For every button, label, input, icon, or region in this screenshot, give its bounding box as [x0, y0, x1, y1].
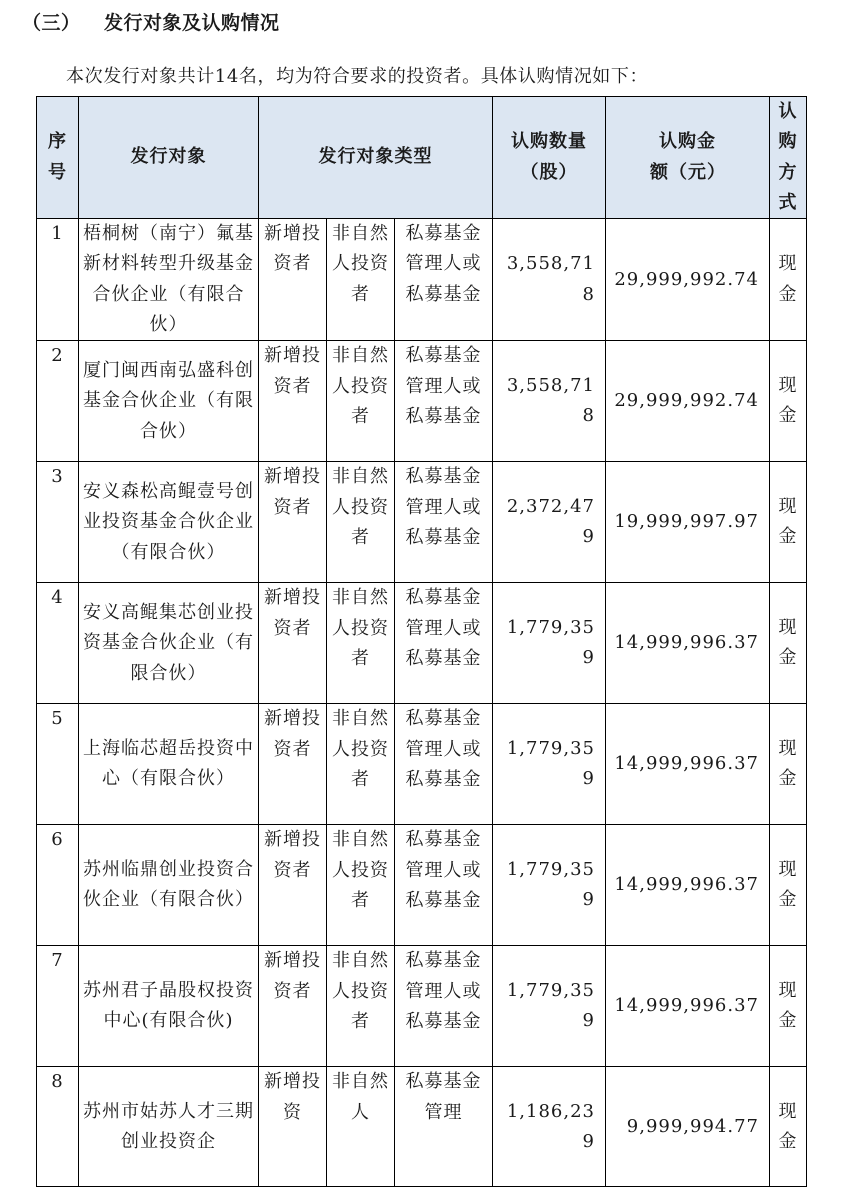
cell-type-fund: 私募基金管理人或私募基金 — [395, 462, 493, 583]
cell-type-nonnatural: 非自然人投资者 — [327, 825, 395, 946]
cell-shares: 1,186,239 — [493, 1067, 606, 1187]
cell-shares: 1,779,359 — [493, 583, 606, 704]
cell-investor: 苏州君子晶股权投资中心(有限合伙) — [79, 946, 259, 1067]
cell-amount: 14,999,996.37 — [606, 825, 770, 946]
table-row — [37, 946, 807, 1067]
cell-seq: 4 — [37, 583, 79, 704]
cell-amount: 14,999,996.37 — [606, 704, 770, 825]
cell-investor: 上海临芯超岳投资中心（有限合伙） — [79, 704, 259, 825]
cell-shares: 2,372,479 — [493, 462, 606, 583]
table-header-row — [37, 97, 807, 219]
cell-amount: 19,999,997.97 — [606, 462, 770, 583]
table-row — [37, 219, 807, 341]
cell-type-nonnatural: 非自然人投资者 — [327, 462, 395, 583]
cell-method: 现金 — [770, 1067, 807, 1187]
cell-seq: 5 — [37, 704, 79, 825]
cell-shares: 3,558,718 — [493, 219, 606, 341]
cell-type-new: 新增投资者 — [259, 825, 327, 946]
cell-investor: 梧桐树（南宁）氟基新材料转型升级基金合伙企业（有限合伙） — [79, 219, 259, 341]
cell-method: 现金 — [770, 583, 807, 704]
cell-type-nonnatural: 非自然人投资者 — [327, 946, 395, 1067]
cell-seq: 6 — [37, 825, 79, 946]
table-row — [37, 825, 807, 946]
cell-amount: 29,999,992.74 — [606, 219, 770, 341]
cell-type-nonnatural: 非自然人 — [327, 1067, 395, 1187]
cell-method: 现金 — [770, 341, 807, 462]
cell-type-new: 新增投资者 — [259, 219, 327, 341]
cell-type-new: 新增投资者 — [259, 462, 327, 583]
header-amount: 认购金额（元） — [606, 97, 770, 219]
cell-seq: 2 — [37, 341, 79, 462]
cell-seq: 1 — [37, 219, 79, 341]
intro-paragraph: 本次发行对象共计14名，均为符合要求的投资者。具体认购情况如下： — [66, 66, 649, 87]
header-seq: 序号 — [37, 97, 79, 219]
header-shares: 认购数量（股） — [493, 97, 606, 219]
cell-shares: 1,779,359 — [493, 704, 606, 825]
cell-type-fund: 私募基金管理人或私募基金 — [395, 583, 493, 704]
cell-method: 现金 — [770, 704, 807, 825]
cell-type-fund: 私募基金管理人或私募基金 — [395, 704, 493, 825]
cell-method: 现金 — [770, 825, 807, 946]
subscription-table — [36, 96, 807, 1187]
cell-amount: 29,999,992.74 — [606, 341, 770, 462]
cell-shares: 3,558,718 — [493, 341, 606, 462]
cell-type-fund: 私募基金管理人或私募基金 — [395, 341, 493, 462]
cell-type-nonnatural: 非自然人投资者 — [327, 219, 395, 341]
cell-amount: 14,999,996.37 — [606, 946, 770, 1067]
cell-seq: 7 — [37, 946, 79, 1067]
cell-type-fund: 私募基金管理人或私募基金 — [395, 825, 493, 946]
cell-method: 现金 — [770, 946, 807, 1067]
header-type: 发行对象类型 — [259, 97, 493, 219]
cell-amount: 9,999,994.77 — [606, 1067, 770, 1187]
header-investor: 发行对象 — [79, 97, 259, 219]
cell-investor: 厦门闽西南弘盛科创基金合伙企业（有限合伙） — [79, 341, 259, 462]
table-row — [37, 583, 807, 704]
table-row — [37, 704, 807, 825]
cell-type-new: 新增投资者 — [259, 341, 327, 462]
cell-method: 现金 — [770, 462, 807, 583]
section-number: （三） — [22, 12, 81, 34]
section-title: 发行对象及认购情况 — [104, 12, 280, 34]
cell-seq: 8 — [37, 1067, 79, 1187]
cell-type-nonnatural: 非自然人投资者 — [327, 341, 395, 462]
cell-type-new: 新增投资者 — [259, 704, 327, 825]
header-method: 认购方式 — [770, 97, 807, 219]
table-row — [37, 462, 807, 583]
cell-type-new: 新增投资者 — [259, 583, 327, 704]
cell-seq: 3 — [37, 462, 79, 583]
cell-investor: 苏州市姑苏人才三期创业投资企 — [79, 1067, 259, 1187]
cell-type-fund: 私募基金管理 — [395, 1067, 493, 1187]
cell-type-nonnatural: 非自然人投资者 — [327, 583, 395, 704]
cell-investor: 安义森松高鲲壹号创业投资基金合伙企业（有限合伙） — [79, 462, 259, 583]
cell-method: 现金 — [770, 219, 807, 341]
cell-shares: 1,779,359 — [493, 946, 606, 1067]
cell-type-fund: 私募基金管理人或私募基金 — [395, 219, 493, 341]
section-heading — [22, 8, 280, 35]
cell-amount: 14,999,996.37 — [606, 583, 770, 704]
cell-shares: 1,779,359 — [493, 825, 606, 946]
cell-type-fund: 私募基金管理人或私募基金 — [395, 946, 493, 1067]
cell-type-new: 新增投资 — [259, 1067, 327, 1187]
cell-investor: 苏州临鼎创业投资合伙企业（有限合伙） — [79, 825, 259, 946]
table-row — [37, 341, 807, 462]
table-row — [37, 1067, 807, 1187]
cell-type-nonnatural: 非自然人投资者 — [327, 704, 395, 825]
cell-type-new: 新增投资者 — [259, 946, 327, 1067]
cell-investor: 安义高鲲集芯创业投资基金合伙企业（有限合伙） — [79, 583, 259, 704]
